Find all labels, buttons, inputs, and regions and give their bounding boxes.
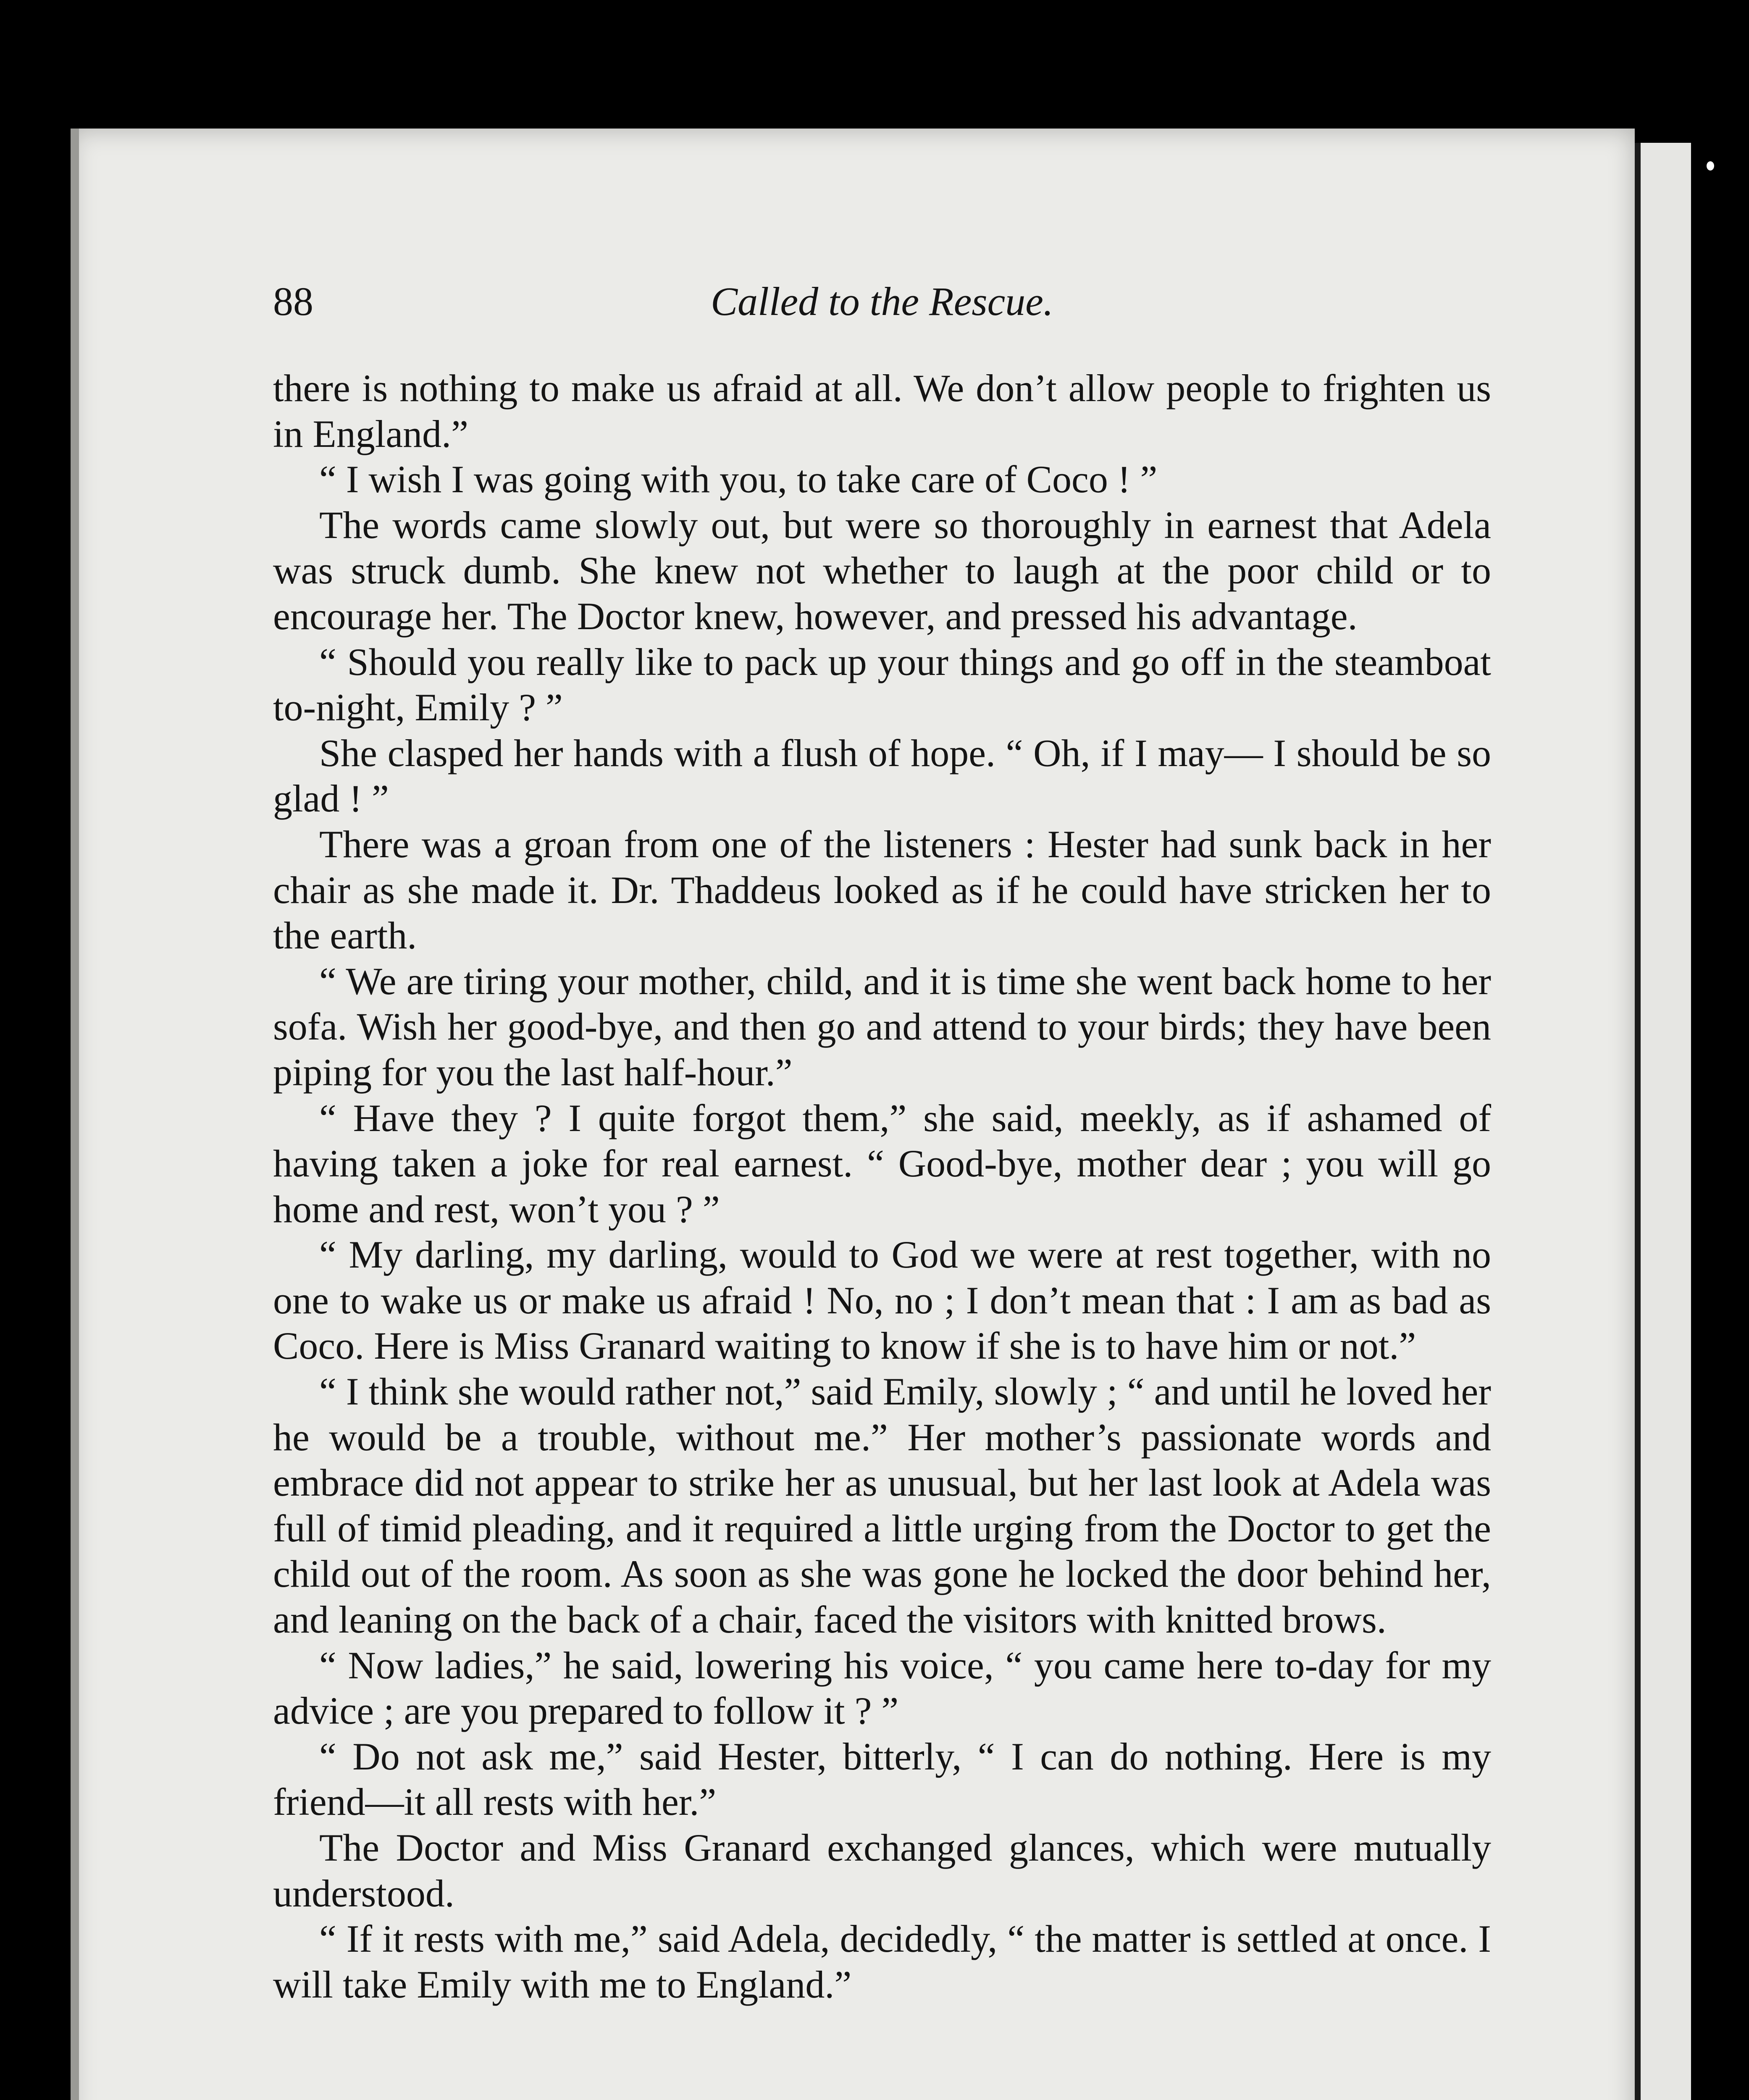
paragraph: “ Have they ? I quite forgot them,” she said, meekly, as if ashamed of having taken a joke for real earnest. “ Good-bye, mother dear ; you will go home and rest, won’t you ? ” <box>273 1096 1491 1231</box>
paragraph: “ Now ladies,” he said, lowering his voice, “ you came here to-day for my advice ; are you prepared to follow it ? ” <box>273 1643 1491 1732</box>
paragraph: “ I wish I was going with you, to take care of Coco ! ” <box>319 458 1158 501</box>
body-text <box>273 365 1491 2007</box>
paragraph: “ We are tiring your mother, child, and it is time she went back home to her sofa. Wish her good-bye, and then go and attend to your birds; they have been piping for you the last half-hour.” <box>273 959 1491 1094</box>
facing-page-edge <box>1635 143 1691 2100</box>
page-left-edge <box>71 129 79 2100</box>
paragraph: “ I think she would rather not,” said Emily, slowly ; “ and until he loved her he would be a trouble, without me.” Her mother’s passionate words and embrace did not appear to strike her as unusual, but her last look at Adela was full of timid pleading, and it required a little urging from the Doctor to get the child out of the room. As soon as she was gone he locked the door behind her, and leaning on the back of a chair, faced the visitors with knitted brows. <box>273 1370 1491 1641</box>
page-number: 88 <box>273 279 313 324</box>
paragraph: The words came slowly out, but were so thoroughly in earnest that Adela was struck dumb. She knew not whether to laugh at the poor child or to encourage her. The Doctor knew, however, and pressed his advantage. <box>273 503 1491 638</box>
facing-page-mark <box>1707 161 1714 171</box>
paragraph: “ My darling, my darling, would to God we were at rest together, with no one to wake us or make us afraid ! No, no ; I don’t mean that : I am as bad as Coco. Here is Miss Granard waiting to know if she is to have him or not.” <box>273 1233 1491 1368</box>
paragraph: She clasped her hands with a flush of hope. “ Oh, if I may— I should be so glad ! ” <box>273 731 1491 820</box>
paragraph: There was a groan from one of the listeners : Hester had sunk back in her chair as she made it. Dr. Thaddeus looked as if he could have stricken her to the earth. <box>273 822 1491 957</box>
paragraph: The Doctor and Miss Granard exchanged glances, which were mutually understood. <box>273 1826 1491 1915</box>
running-title: Called to the Rescue. <box>711 279 1053 324</box>
paragraph: “ Should you really like to pack up your things and go off in the steamboat to-night, Emily ? ” <box>273 640 1491 729</box>
paragraph: “ Do not ask me,” said Hester, bitterly, “ I can do nothing. Here is my friend—it all rests with her.” <box>273 1735 1491 1824</box>
paragraph: “ If it rests with me,” said Adela, decidedly, “ the matter is settled at once. I will take Emily with me to England.” <box>273 1917 1491 2006</box>
paragraph: there is nothing to make us afraid at all. We don’t allow people to frighten us in England.” <box>273 367 1491 455</box>
